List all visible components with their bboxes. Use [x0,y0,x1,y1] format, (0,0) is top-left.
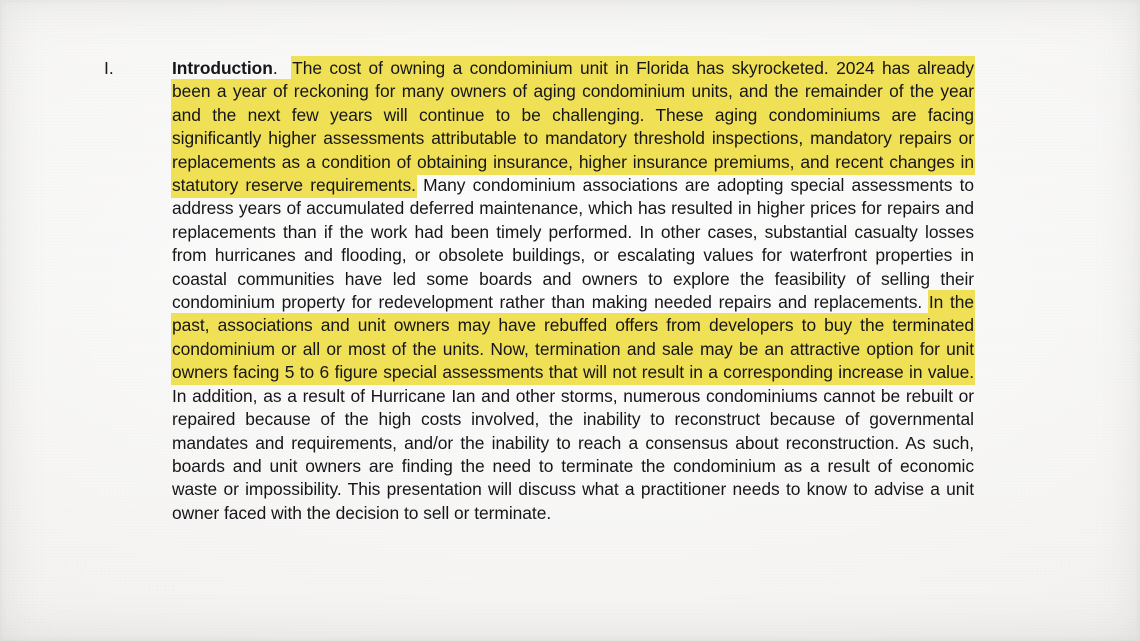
section-heading-period: . [272,58,278,78]
space-after-heading [278,58,293,78]
section-heading [172,58,273,78]
section-number-marker: I. [104,58,114,78]
section-paragraph [172,57,974,525]
highlighted-passage-one: The cost of owning a condominium unit in Florida has skyrocketed. 2024 has already been a year of reckoning for many owners of aging condominium units, and the remainder of the year and the next few years will continue to be challenging. These aging condominiums are facing significantly higher assessments attributable to mandatory threshold inspections, mandatory repairs or replacements as a condition of obtaining insurance, higher insurance premiums, and recent changes in statutory reserve requirements. [172,58,974,196]
section-heading-text: Introduction [172,58,273,78]
document-body [104,57,974,525]
highlighted-passage-two: In the past, associations and unit owners may have rebuffed offers from developers to buy the terminated condominium or all or most of the units. Now, termination and sale may be an attractive option for unit owners facing 5 to 6 figure special assessments that will not result in a corresponding increase in value. [172,292,975,383]
section-list-item [104,57,974,525]
plain-passage-two: In addition, as a result of Hurricane Ian and other storms, numerous condominiums cannot be rebuilt or repaired because of the high costs involved, the inability to reconstruct because of governmental mandates and requirements, and/or the inability to reach a consensus about reconstruction. As such, boards and unit owners are finding the need to terminate the condominium as a result of economic waste or impossibility. This presentation will discuss what a practitioner needs to know to advise a unit owner faced with the decision to sell or terminate. [172,385,974,523]
plain-passage-one: Many condominium associations are adopting special assessments to address years of accumulated deferred maintenance, which has resulted in higher prices for repairs and replacements than if the work had been timely performed. In other cases, substantial casualty losses from hurricanes and flooding, or obsolete buildings, or escalating values for waterfront properties in coastal communities have led some boards and owners to explore the feasibility of selling their condominium property for redevelopment rather than making needed repairs and replacements. [172,175,974,313]
